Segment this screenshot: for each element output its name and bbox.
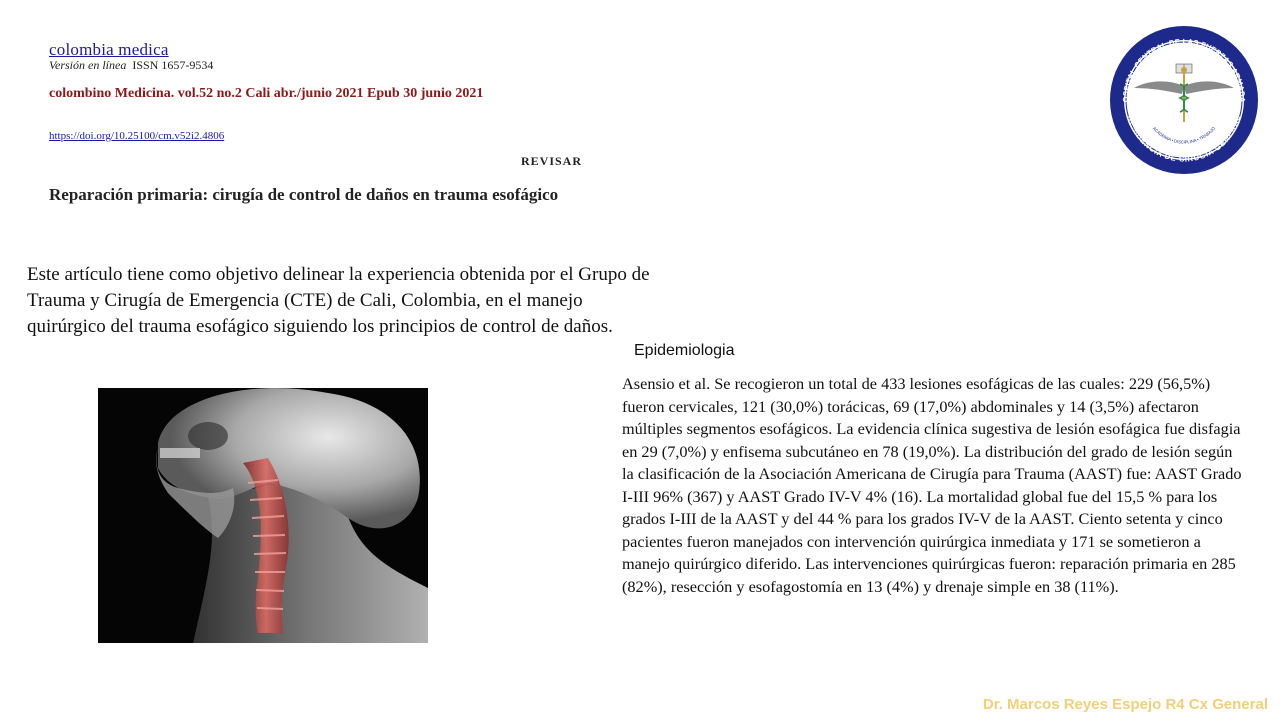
hospital-logo [1108, 24, 1260, 176]
intro-paragraph: Este artículo tiene como objetivo delinear la experiencia obtenida por el Grupo de Trauma y Cirugía de Emergencia (CTE) de Cali, Colombia, en el manejo quirúrgico del trauma esofágico siguiendo los principios de control de daños. [27, 264, 650, 337]
doi-link[interactable]: https://doi.org/10.25100/cm.v52i2.4806 [49, 130, 225, 142]
author-footer: Dr. Marcos Reyes Espejo R4 Cx General [982, 696, 1268, 713]
logo-top-text: OSPITAL CENTRAL DE LAS FUERZAS ARMADA [1120, 36, 1248, 103]
logo-bottom-text: RESIDENCIA DE CIRUGIA GENERAL [1125, 114, 1243, 164]
logo-inner-text: ACADEMIA • DISCIPLINA • TRABAJO [1151, 125, 1217, 145]
epidemiology-body: Asensio et al. Se recogieron un total de 433 lesiones esofágicas de las cuales: 229 (56,5%) fueron cervicales, 121 (30,0%) torácicas, 69 (17,0%) abdominales y 14 (3,5%) afectaron múltiples segmentos esofágicos. La evidencia clínica sugestiva de lesión esofágica fue disfagia en 29 (7,0%) y enfisema subcutáneo en 78 (19,0%). La distribución del grado de lesión según la clasificación de la Asociación Americana de Cirugía para Trauma (AAST) fue: AAST Grado I-III 96% (367) y AAST Grado IV-V 4% (16). La mortalidad global fue del 15,5 % para los grados I-III de la AAST y del 44 % para los grados IV-V de la AAST. Ciento setenta y cinco pacientes fueron manejados con intervención quirúrgica inmediata y 171 se sometieron a manejo quirúrgico diferido. Las intervenciones quirúrgicas fueron: reparación primaria en 285 (82%), resección y esofagostomía en 13 (4%) y drenaje simple en 38 (11%). [622, 374, 1242, 596]
issue-line: colombino Medicina. vol.52 no.2 Cali abr./junio 2021 Epub 30 junio 2021 [49, 86, 484, 101]
journal-name-link[interactable]: colombia medica [49, 40, 169, 59]
journal-issn [49, 58, 213, 73]
issn-number: ISSN 1657-9534 [132, 58, 214, 72]
version-label: Versión en línea [49, 58, 127, 72]
neck-xray-image [98, 388, 428, 643]
epidemiology-heading: Epidemiologia [634, 342, 735, 359]
section-label: REVISAR [521, 154, 583, 168]
article-title: Reparación primaria: cirugía de control de daños en trauma esofágico [49, 185, 559, 204]
